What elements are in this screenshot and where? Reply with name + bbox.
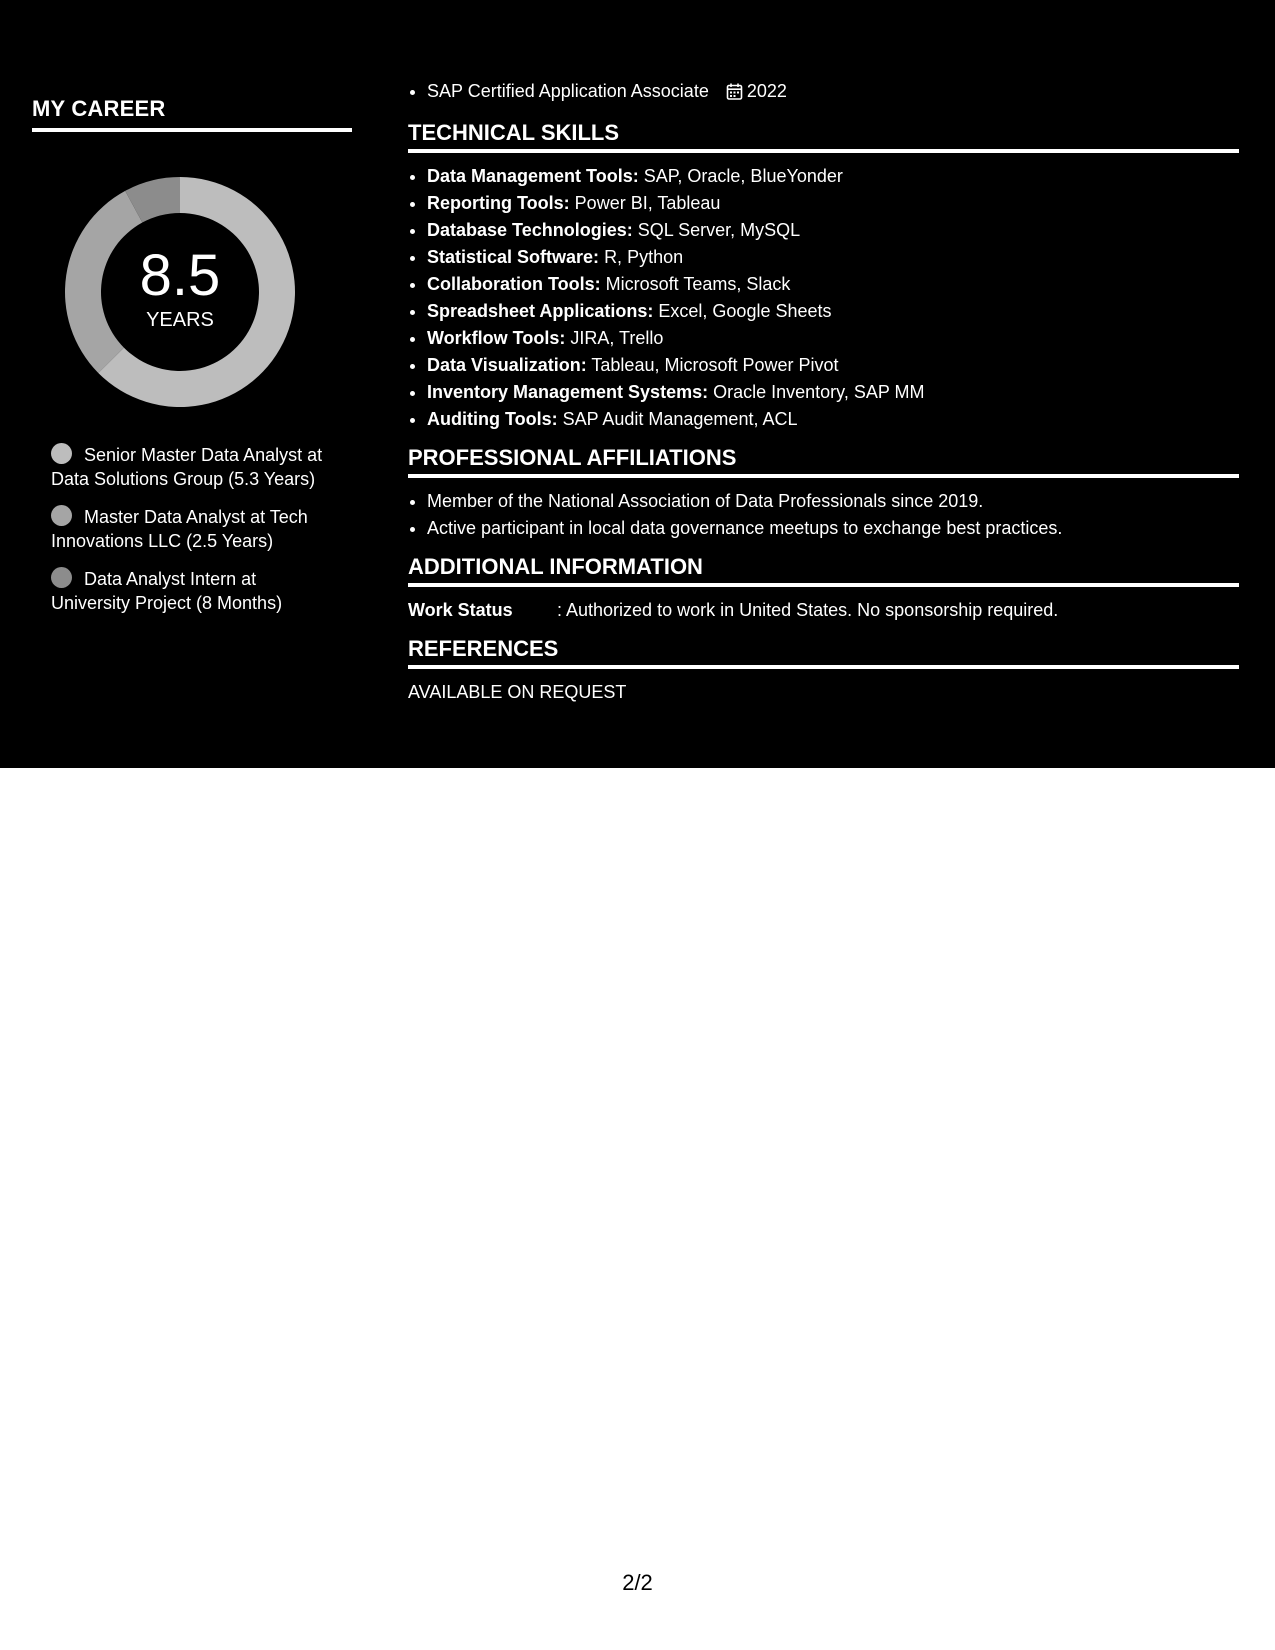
skill-label: Spreadsheet Applications: [427,301,654,321]
additional-info-title: ADDITIONAL INFORMATION [408,554,1239,587]
main-content [408,78,1239,706]
skill-item [427,217,1239,244]
skill-value: Microsoft Teams, Slack [605,274,791,294]
certification-item [427,78,1239,108]
skill-label: Data Visualization: [427,355,587,375]
total-years-unit: YEARS [146,308,214,331]
skill-item [427,190,1239,217]
donut-center [65,177,295,407]
skill-label: Statistical Software: [427,247,600,267]
skill-label: Inventory Management Systems: [427,382,709,402]
skill-item [427,244,1239,271]
work-status-value: : Authorized to work in United States. No sponsorship required. [557,600,1059,620]
skill-label: Data Management Tools: [427,166,639,186]
calendar-icon [726,81,743,108]
career-item [51,567,331,615]
skill-value: Power BI, Tableau [574,193,721,213]
technical-skills-title: TECHNICAL SKILLS [408,120,1239,153]
certification-list [408,78,1239,108]
career-dot-icon [51,443,72,464]
technical-skills-list [408,163,1239,433]
skill-value: SQL Server, MySQL [637,220,801,240]
skill-item [427,352,1239,379]
career-list [51,443,331,615]
career-title: MY CAREER [32,96,352,132]
skill-item [427,406,1239,433]
skill-label: Collaboration Tools: [427,274,601,294]
career-donut-chart [65,177,295,407]
skill-value: Excel, Google Sheets [658,301,832,321]
skill-label: Workflow Tools: [427,328,566,348]
career-item [51,505,331,553]
affiliations-title: PROFESSIONAL AFFILIATIONS [408,445,1239,478]
references-title: REFERENCES [408,636,1239,669]
page-number: 2/2 [622,1570,653,1595]
work-status-row [408,597,1239,624]
skill-value: SAP, Oracle, BlueYonder [643,166,843,186]
skill-value: R, Python [604,247,684,267]
skill-value: JIRA, Trello [570,328,664,348]
skill-item [427,298,1239,325]
skill-item [427,271,1239,298]
career-sidebar [32,96,352,629]
skill-item [427,163,1239,190]
skill-item [427,325,1239,352]
skill-value: Tableau, Microsoft Power Pivot [591,355,839,375]
work-status-label: Work Status [408,600,513,620]
resume-page-dark-area [0,0,1275,768]
references-text: AVAILABLE ON REQUEST [408,682,627,702]
skill-value: SAP Audit Management, ACL [562,409,798,429]
skill-label: Auditing Tools: [427,409,558,429]
career-item-label: Master Data Analyst at Tech Innovations LLC (2.5 Years) [51,507,308,551]
affiliation-item: • Active participant in local data governance meetups to exchange best practices. [427,515,1239,542]
total-years-value: 8.5 [139,242,221,308]
certification-name: SAP Certified Application Associate [427,81,709,101]
career-dot-icon [51,567,72,588]
skill-label: Reporting Tools: [427,193,570,213]
career-item-label: Senior Master Data Analyst at Data Solutions Group (5.3 Years) [51,445,323,489]
affiliation-item: • Member of the National Association of Data Professionals since 2019. [427,488,1239,515]
skill-item [427,379,1239,406]
affiliations-list [408,488,1239,542]
skill-label: Database Technologies: [427,220,633,240]
skill-value: Oracle Inventory, SAP MM [713,382,925,402]
career-dot-icon [51,505,72,526]
certification-year: 2022 [746,81,787,101]
career-item-label: Data Analyst Intern at University Project (8 Months) [51,569,283,613]
career-item [51,443,331,491]
